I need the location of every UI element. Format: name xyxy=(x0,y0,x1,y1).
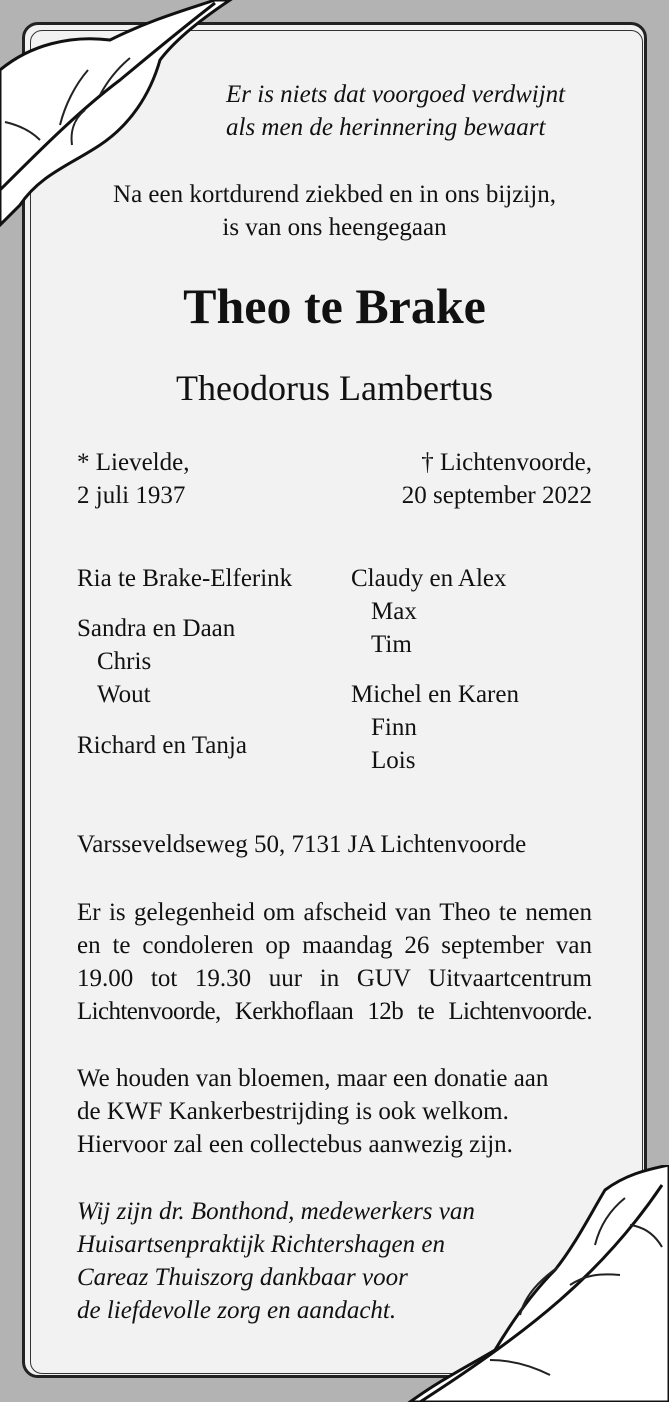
condolence-line-2: en te condoleren op maandag 26 september van xyxy=(77,932,592,959)
thanks-line-1: Wij zijn dr. Bonthond, medewerkers van xyxy=(77,1198,475,1225)
death-place: † Lichtenvoorde, xyxy=(421,449,592,476)
donation-line-2: de KWF Kankerbestrijding is ook welkom. xyxy=(77,1098,509,1125)
condolence-line-4: Lichtenvoorde, Kerkhoflaan 12b te Lichtenvoorde. xyxy=(77,998,592,1025)
intro-line-1: Na een kortdurend ziekbed en in ons bijzijn, xyxy=(113,181,556,208)
donation-line-1: We houden van bloemen, maar een donatie aan xyxy=(77,1065,549,1092)
deceased-name: Theo te Brake xyxy=(183,278,486,334)
condolence-line-1: Er is gelegenheid om afscheid van Theo te nemen xyxy=(77,899,592,926)
family-grandchild-lois: Lois xyxy=(371,747,416,774)
family-child-richard: Richard en Tanja xyxy=(77,732,247,759)
family-child-michel: Michel en Karen xyxy=(351,681,519,708)
birth-place: * Lievelde, xyxy=(77,449,190,476)
death-date: 20 september 2022 xyxy=(401,482,592,509)
family-grandchild-max: Max xyxy=(371,598,417,625)
family-grandchild-finn: Finn xyxy=(371,714,417,741)
thanks-line-3: Careaz Thuiszorg dankbaar voor xyxy=(77,1264,408,1291)
donation-line-3: Hiervoor zal een collectebus aanwezig zijn. xyxy=(77,1131,513,1158)
family-child-claudy: Claudy en Alex xyxy=(351,565,507,592)
motto-line-2: als men de herinnering bewaart xyxy=(226,114,546,141)
motto-line-1: Er is niets dat voorgoed verdwijnt xyxy=(226,81,566,108)
thanks-line-4: de liefdevolle zorg en aandacht. xyxy=(77,1297,397,1324)
thanks-line-2: Huisartsenpraktijk Richtershagen en xyxy=(77,1231,445,1258)
family-spouse: Ria te Brake-Elferink xyxy=(77,565,293,592)
donation-paragraph xyxy=(77,1062,592,1161)
family-child-sandra: Sandra en Daan xyxy=(77,615,236,642)
people-logo-icon xyxy=(612,1346,652,1386)
condolence-paragraph xyxy=(77,896,592,1028)
family-grandchild-wout: Wout xyxy=(97,681,151,708)
condolence-line-3: 19.00 tot 19.30 uur in GUV Uitvaartcentrum xyxy=(77,965,592,992)
address: Varsseveldseweg 50, 7131 JA Lichtenvoorde xyxy=(77,831,527,858)
intro-line-2: is van ons heengegaan xyxy=(222,214,447,241)
family-grandchild-chris: Chris xyxy=(97,648,152,675)
thanks-paragraph xyxy=(77,1195,592,1327)
birth-date: 2 juli 1937 xyxy=(77,482,186,509)
family-grandchild-tim: Tim xyxy=(371,631,412,658)
deceased-full-name: Theodorus Lambertus xyxy=(176,368,493,408)
